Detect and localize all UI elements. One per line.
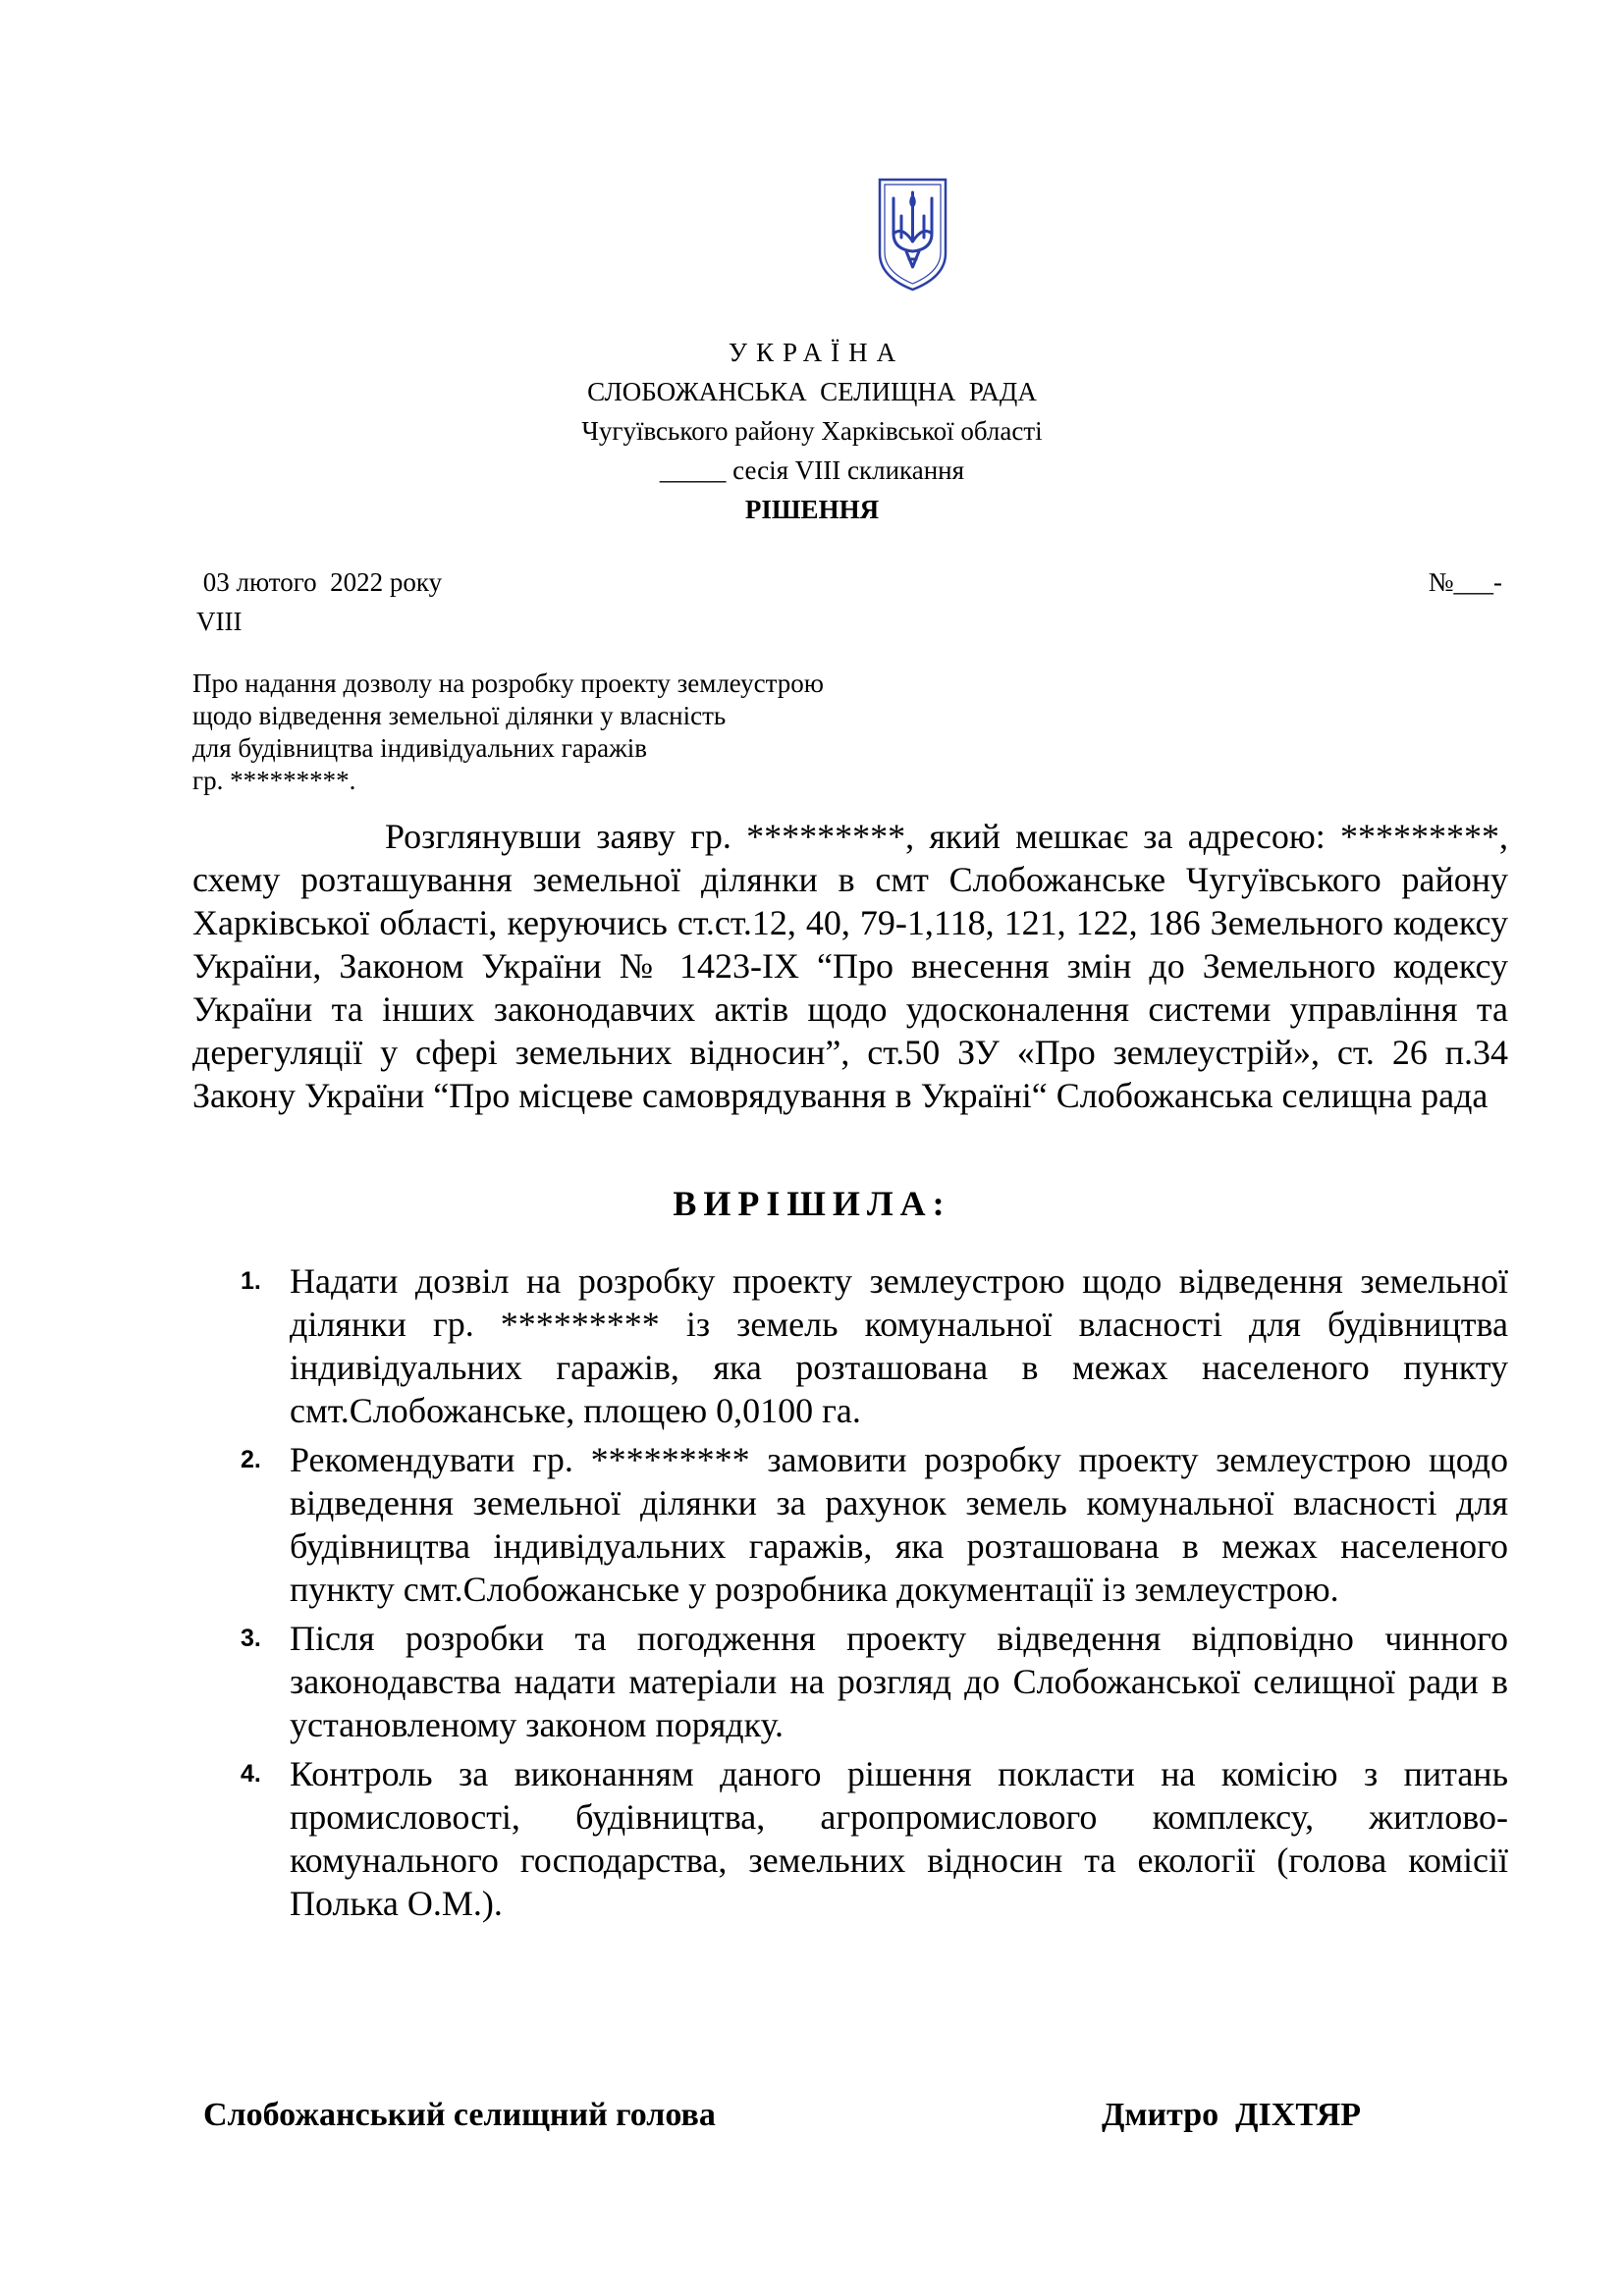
decision-subject	[192, 667, 998, 797]
list-item	[241, 1617, 1508, 1746]
council-name: СЛОБОЖАНСЬКА СЕЛИЩНА РАДА	[587, 377, 1037, 406]
ukraine-trident-coat-of-arms-icon	[877, 177, 948, 293]
item-text: Надати дозвіл на розробку проекту землеустрою щодо відведення земельної ділянки гр. ********* із земель комунальної власності для будівництва індивідуальних гаражів, яка розташована в межах населеного пункту смт.Слобожанське, площею 0,0100 га.	[290, 1261, 1508, 1430]
subject-line: Про надання дозволу на розробку проекту землеустрою	[192, 668, 824, 698]
item-text: Рекомендувати гр. ********* замовити розробку проекту землеустрою щодо відведення земельної ділянки за рахунок земель комунальної власності для будівництва індивідуальних гаражів, яка розташована в межах населеного пункту смт.Слобожанське у розробника документації із землеустрою.	[290, 1440, 1508, 1609]
session-line: _____ сесія VIII скликання	[659, 455, 965, 485]
decided-heading: ВИРІШИЛА:	[673, 1184, 951, 1223]
signatory-position: Слобожанський селищний голова	[203, 2097, 716, 2133]
convocation-suffix: VIII	[196, 607, 243, 636]
item-text: Після розробки та погодження проекту відведення відповідно чинного законодавства надати матеріали на розгляд до Слобожанської селищної ради в установленому законом порядку.	[290, 1619, 1508, 1744]
decision-date: 03 лютого 2022 року	[196, 567, 443, 597]
list-item	[241, 1438, 1508, 1611]
list-item	[241, 1752, 1508, 1925]
country-name: УКРАЇНА	[728, 338, 905, 367]
item-number: 2.	[241, 1446, 261, 1473]
subject-line: гр. *********.	[192, 766, 356, 795]
preamble-paragraph: Розглянувши заяву гр. *********, який мешкає за адресою: *********, схему розташування земельної ділянки в смт Слобожанське Чугуївського району Харківської області, керуючись ст.ст.12, 40, 79-1,118, 121, 122, 186 Земельного кодексу України, Законом України № 1423-IX “Про внесення змін до Земельного кодексу України та інших законодавчих актів щодо удосконалення системи управління та дерегуляції у сфері земельних відносин”, ст.50 ЗУ «Про землеустрій», ст. 26 п.34 Закону України “Про місцеве самоврядування в Україні“ Слобожанська селищна рада	[192, 817, 1508, 1115]
decision-items	[241, 1259, 1508, 1931]
item-number: 3.	[241, 1625, 261, 1652]
item-text: Контроль за виконанням даного рішення покласти на комісію з питань промисловості, будівництва, агропромислового комплексу, житлово-комунального господарства, земельних відносин та екології (голова комісії Полька О.М.).	[290, 1754, 1508, 1923]
item-number: 4.	[241, 1760, 261, 1788]
district-name: Чугуївського району Харківської області	[581, 416, 1043, 446]
document-type: РІШЕННЯ	[744, 495, 880, 524]
signatory-name: Дмитро ДІХТЯР	[1102, 2097, 1362, 2133]
list-item	[241, 1259, 1508, 1432]
decision-number: №___-	[1428, 567, 1502, 597]
document-header	[0, 333, 1624, 529]
subject-line: щодо відведення земельної ділянки у власність	[192, 701, 727, 730]
subject-line: для будівництва індивідуальних гаражів	[192, 733, 648, 763]
item-number: 1.	[241, 1267, 261, 1295]
